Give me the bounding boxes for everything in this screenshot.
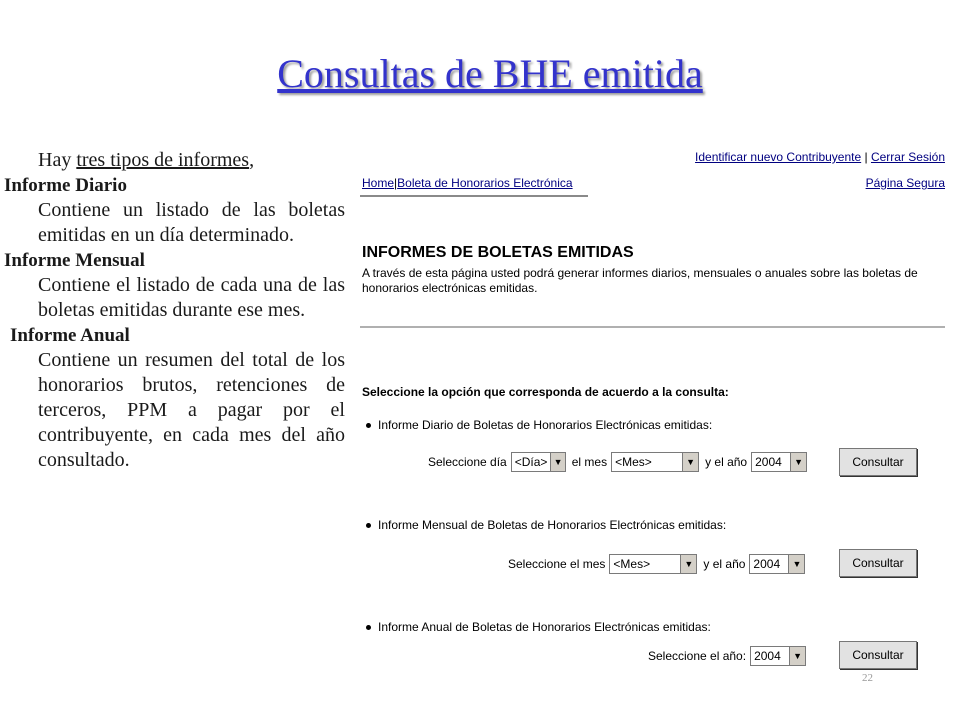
page-number: 22 bbox=[862, 672, 873, 684]
logout-link[interactable]: Cerrar Sesión bbox=[870, 150, 945, 164]
daily-option-label: Informe Diario de Boletas de Honorarios Electrónicas emitidas: bbox=[378, 418, 713, 432]
breadcrumb bbox=[362, 176, 573, 190]
page-intro: A través de esta página usted podrá generar informes diarios, mensuales o anuales sobre las boletas de honorarios electrónicas emitidas. bbox=[362, 266, 918, 295]
top-links bbox=[695, 150, 945, 164]
section-divider bbox=[360, 326, 945, 328]
chevron-down-icon: ▼ bbox=[682, 453, 698, 471]
daily-month-value: <Mes> bbox=[615, 455, 652, 469]
home-link[interactable]: Home bbox=[362, 176, 395, 190]
daily-month-label: el mes bbox=[571, 455, 608, 469]
monthly-year-label: y el año bbox=[703, 557, 746, 571]
bullet-icon bbox=[366, 423, 371, 428]
monthly-month-value: <Mes> bbox=[613, 557, 651, 571]
heading-monthly: Informe Mensual bbox=[4, 250, 145, 271]
intro-text bbox=[0, 148, 345, 173]
desc-annual: Contiene un resumen del total de los honorarios brutos, retenciones de terceros, PPM a pagar por el contribuyente, en cada mes del año consultado. bbox=[38, 349, 345, 471]
breadcrumb-separator: | bbox=[394, 176, 398, 190]
daily-day-value: <Día> bbox=[514, 455, 548, 469]
annual-year-value: 2004 bbox=[754, 649, 781, 663]
heading-annual: Informe Anual bbox=[10, 325, 130, 346]
intro-link: tres tipos de informes bbox=[76, 149, 250, 171]
web-screenshot bbox=[360, 140, 950, 680]
chevron-down-icon: ▼ bbox=[789, 647, 805, 665]
daily-day-select[interactable] bbox=[511, 452, 566, 472]
identify-contributor-link[interactable]: Identificar nuevo Contribuyente bbox=[695, 150, 862, 164]
daily-year-value: 2004 bbox=[755, 455, 782, 469]
monthly-option-label: Informe Mensual de Boletas de Honorarios Electrónicas emitidas: bbox=[378, 518, 727, 532]
monthly-option bbox=[366, 518, 726, 532]
page-heading: INFORMES DE BOLETAS EMITIDAS bbox=[362, 244, 634, 261]
secure-page-link[interactable]: Página Segura bbox=[865, 176, 945, 190]
nav-divider bbox=[360, 195, 588, 197]
daily-year-select[interactable] bbox=[751, 452, 807, 472]
chevron-down-icon: ▼ bbox=[788, 555, 804, 573]
slide-title: Consultas de BHE emitida bbox=[277, 51, 703, 96]
chevron-down-icon: ▼ bbox=[790, 453, 806, 471]
heading-daily: Informe Diario bbox=[4, 175, 127, 196]
bhe-section-link[interactable]: Boleta de Honorarios Electrónica bbox=[397, 176, 573, 190]
daily-option bbox=[366, 418, 712, 432]
monthly-consult-button[interactable]: Consultar bbox=[839, 549, 917, 577]
link-separator: | bbox=[864, 150, 868, 164]
bullet-icon bbox=[366, 625, 371, 630]
daily-year-label: y el año bbox=[705, 455, 748, 469]
daily-consult-button[interactable]: Consultar bbox=[839, 448, 917, 476]
bullet-icon bbox=[366, 523, 371, 528]
intro-prefix: Hay bbox=[38, 149, 77, 171]
daily-row bbox=[428, 452, 813, 472]
left-text-column bbox=[0, 148, 345, 473]
daily-day-label: Seleccione día bbox=[428, 455, 507, 469]
annual-year-label: Seleccione el año: bbox=[648, 649, 747, 663]
annual-year-select[interactable] bbox=[750, 646, 806, 666]
chevron-down-icon: ▼ bbox=[550, 453, 564, 471]
intro-suffix: , bbox=[249, 149, 255, 171]
monthly-year-value: 2004 bbox=[753, 557, 781, 571]
annual-option-label: Informe Anual de Boletas de Honorarios Electrónicas emitidas: bbox=[378, 620, 711, 634]
annual-row bbox=[648, 646, 812, 666]
monthly-year-select[interactable] bbox=[749, 554, 805, 574]
monthly-month-select[interactable] bbox=[609, 554, 697, 574]
select-prompt: Seleccione la opción que corresponda de acuerdo a la consulta: bbox=[362, 385, 729, 399]
chevron-down-icon: ▼ bbox=[680, 555, 696, 573]
desc-daily: Contiene un listado de las boletas emitidas en un día determinado. bbox=[38, 199, 345, 246]
desc-monthly: Contiene el listado de cada una de las boletas emitidas durante ese mes. bbox=[38, 274, 345, 321]
annual-consult-button[interactable]: Consultar bbox=[839, 641, 917, 669]
monthly-month-label: Seleccione el mes bbox=[508, 557, 606, 571]
annual-option bbox=[366, 620, 711, 634]
daily-month-select[interactable] bbox=[611, 452, 699, 472]
monthly-row bbox=[508, 554, 811, 574]
